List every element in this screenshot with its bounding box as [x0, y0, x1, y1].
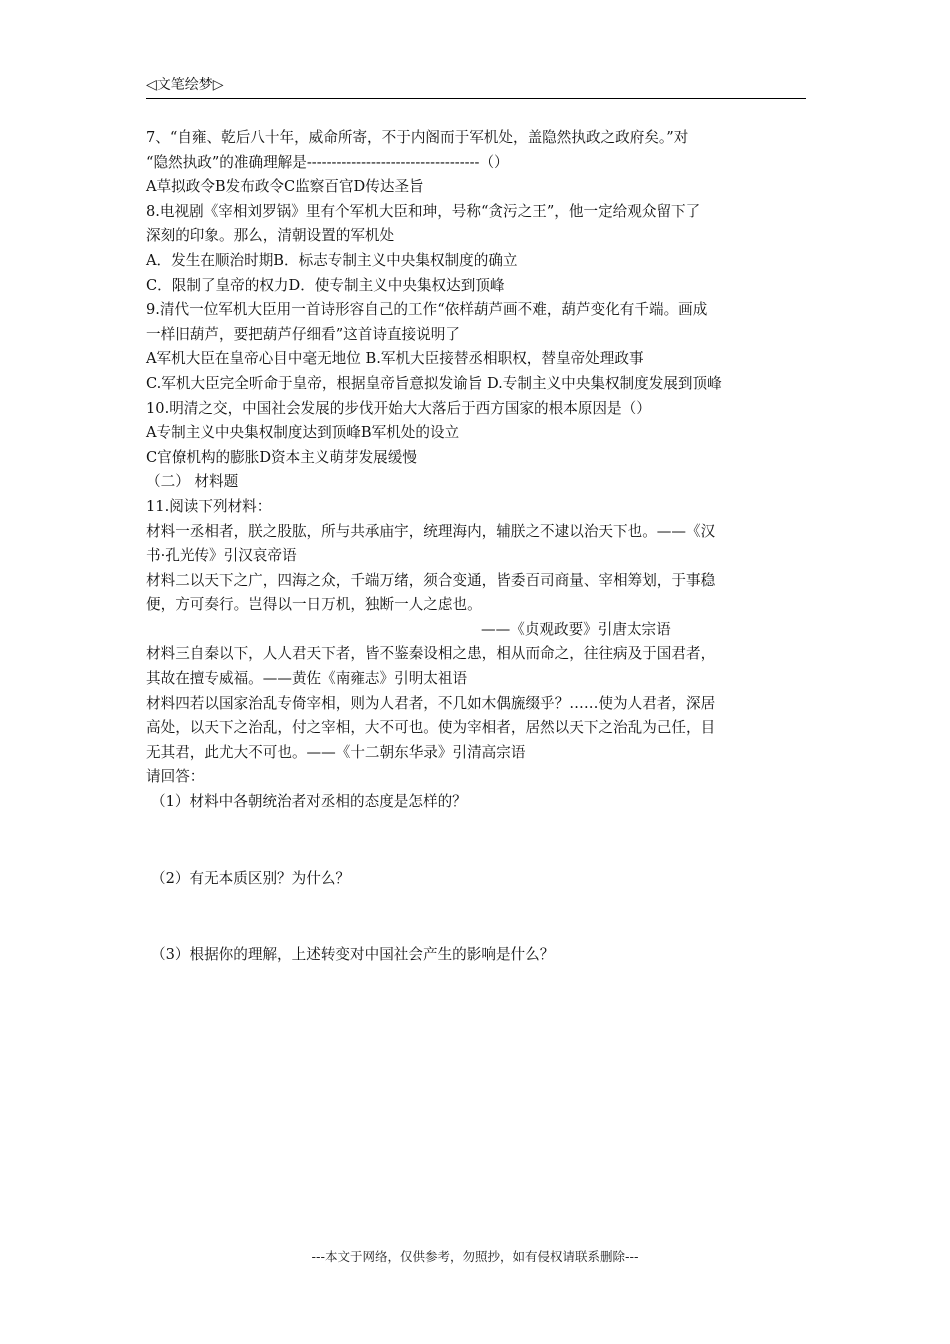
page-footer: ---本文于网络，仅供参考，勿照抄，如有侵权请联系删除--- — [311, 1249, 639, 1264]
q8-line2: 深刻的印象。那么，清朝设置的军机处 — [146, 227, 395, 245]
material-2-line2: 便，方可奏行。岂得以一日万机，独断一人之虑也。 — [146, 596, 482, 614]
material-3-line1: 材料三自秦以下，人人君天下者，皆不鉴秦设相之患，相从而命之，往往病及于国君者， — [146, 645, 716, 663]
q8-options-2: C．限制了皇帝的权力D．使专制主义中央集权达到顶峰 — [146, 276, 505, 294]
material-3-line2: 其故在擅专威福。——黄佐《南雍志》引明太祖语 — [146, 670, 468, 688]
q8-options-1: A．发生在顺治时期B．标志专制主义中央集权制度的确立 — [146, 251, 518, 269]
material-4-line1: 材料四若以国家治乱专倚宰相，则为人君者，不几如木偶旒缀乎？……使为人君者，深居 — [146, 694, 716, 712]
sub-question-1: （1）材料中各朝统治者对丞相的态度是怎样的？ — [151, 793, 467, 811]
q7-line1: 7、“自雍、乾后八十年，威命所寄，不于内阁而于军机处，盖隐然执政之政府矣。”对 — [146, 129, 689, 146]
material-4-line3: 无其君，此尤大不可也。——《十二朝东华录》引清高宗语 — [146, 743, 526, 761]
q9-line2: 一样旧葫芦，要把葫芦仔细看”这首诗直接说明了 — [146, 325, 460, 343]
answer-space-2 — [146, 891, 808, 943]
q11-intro: 11.阅读下列材料： — [146, 497, 272, 515]
q9-options-2: C.军机大臣完全听命于皇帝，根据皇帝旨意拟发谕旨 D.专制主义中央集权制度发展到顶峰 — [146, 374, 722, 392]
material-2-citation: ——《贞观政要》引唐太宗语 — [481, 620, 671, 638]
sub-question-3: （3）根据你的理解，上述转变对中国社会产生的影响是什么？ — [151, 946, 555, 964]
material-1-line1: 材料一丞相者，朕之股肱，所与共承庙宇，统理海内，辅朕之不逮以治天下也。——《汉 — [146, 522, 716, 540]
q10-line1: 10.明清之交，中国社会发展的步伐开始大大落后于西方国家的根本原因是（） — [146, 399, 651, 417]
material-1-line2: 书·孔光传》引汉哀帝语 — [146, 547, 297, 565]
material-4-line2: 高处，以天下之治乱，付之宰相，大不可也。使为宰相者，居然以天下之治乱为己任，目 — [146, 719, 716, 737]
section-heading: （二） 材料题 — [146, 473, 239, 491]
header-title: ◁文笔绘梦▷ — [146, 77, 224, 93]
sub-question-2: （2）有无本质区别？为什么？ — [151, 869, 351, 887]
q8-line1: 8.电视剧《宰相刘罗锅》里有个军机大臣和珅，号称“贪污之王”，他一定给观众留下了 — [146, 202, 701, 220]
q7-line2: “隐然执政”的准确理解是-----------------------------------（） — [146, 153, 509, 171]
answer-space-1 — [146, 815, 808, 867]
q7-options: A草拟政令B发布政令C监察百官D传达圣旨 — [146, 178, 424, 196]
page-header — [146, 72, 806, 99]
q10-options-1: A专制主义中央集权制度达到顶峰B军机处的设立 — [146, 424, 460, 442]
q10-options-2: C官僚机构的膨胀D资本主义萌芽发展缓慢 — [146, 448, 417, 466]
material-2-line1: 材料二以天下之广，四海之众，千端万绪，须合变通，皆委百司商量、宰相筹划，于事稳 — [146, 571, 716, 589]
q9-line1: 9.清代一位军机大臣用一首诗形容自己的工作“依样葫芦画不难，葫芦变化有千端。画成 — [146, 301, 708, 319]
answer-prompt: 请回答： — [146, 768, 205, 786]
document-body — [146, 126, 808, 968]
q9-options-1: A军机大臣在皇帝心目中毫无地位 B.军机大臣接替丞相职权，替皇帝处理政事 — [146, 350, 644, 368]
